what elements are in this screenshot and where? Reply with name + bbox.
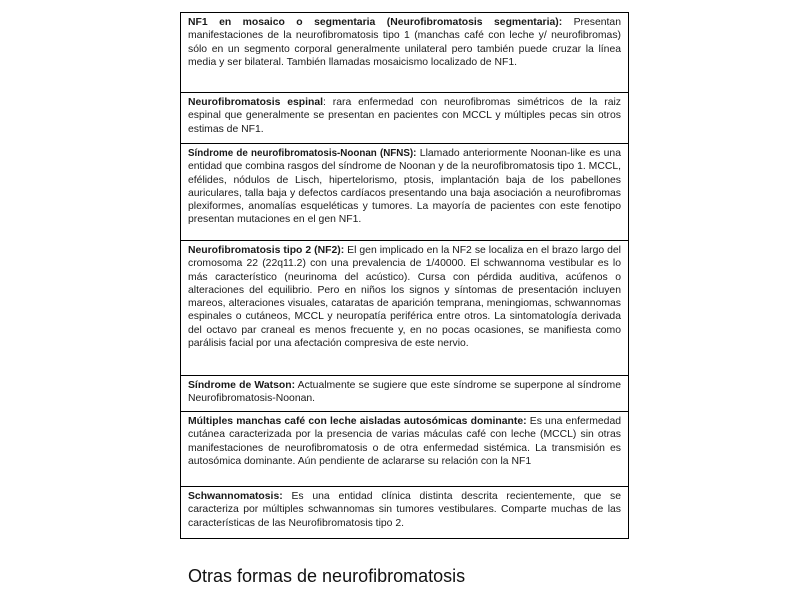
table-row-schwannomatosis (180, 487, 629, 539)
table-row-nfns (180, 144, 629, 241)
entry-description: : rara enfermedad con neurofibromas simétricos de la raiz espinal que generalmente se presentan en pacientes con MCCL y múltiples pecas sin otros estimas de NF1. (188, 97, 621, 135)
forms-table (180, 12, 629, 539)
entry-term: Schwannomatosis: (188, 491, 283, 502)
entry-description: Llamado anteriormente Noonan-like es una entidad que combina rasgos del síndrome de Noonan y de la neurofibromatosis tipo 1. MCCL, efélides, nódulos de Lisch, hipertelorismo, ptosis, implantación baja de los pabellones auriculares, talla baja y defectos cardíacos presentando una baja asociación a neurofibromas plexiformes, anomalías esqueléticas y tumores. La mayoría de pacientes con este fenotipo presentan mutaciones en el gen NF1. (188, 148, 621, 226)
table-row-watson (180, 376, 629, 412)
entry-term: Síndrome de neurofibromatosis-Noonan (NFNS): (188, 148, 417, 159)
entry-description: Es una enfermedad cutánea caracterizada por la presencia de varias máculas café con leche (MCCL) sin otras manifestaciones de neurofibromatosis o de otra enfermedad sistémica. La transmisión es autosómica dominante. Aún pendiente de aclararse su relación con la NF1 (188, 416, 622, 467)
entry-term: Síndrome de Watson: (188, 380, 296, 391)
table-row-mccl-dominante (180, 412, 629, 487)
entry-description: Presentan manifestaciones de la neurofibromatosis tipo 1 (manchas café con leche y/ neurofibromas) sólo en un segmento corporal generalmente unilateral pero también puede cruzar la línea media y ser bilateral. También llamadas mosaicismo localizado de NF1. (188, 17, 621, 68)
entry-description: El gen implicado en la NF2 se localiza en el brazo largo del cromosoma 22 (22q11.2) con una prevalencia de 1/40000. El schwannoma vestibular es lo más característico (neurinoma del acústico). Cursa con pérdida auditiva, acúfenos o alteraciones del equilibrio. Pero en niños los signos y síntomas de presentación incluyen mareos, alteraciones visuales, cataratas de aparición temprana, meningiomas, schwannomas espinales o cutáneos, MCCL y neuropatía periférica entre otros. La sintomatología derivada del octavo par craneal es menos frecuente y, en no pocas ocasiones, se manifiesta como parálisis facial por una afectación compresiva de este nervio. (188, 245, 621, 350)
slide-caption: Otras formas de neurofibromatosis (188, 566, 466, 586)
entry-term: Neurofibromatosis espinal (188, 97, 324, 108)
entry-term: Neurofibromatosis tipo 2 (NF2): (188, 245, 345, 256)
table-row-nf1-mosaico (180, 12, 629, 93)
entry-term: Múltiples manchas café con leche aisladas autosómicas dominante: (188, 416, 527, 427)
entry-term: NF1 en mosaico o segmentaria (Neurofibromatosis segmentaria): (188, 17, 563, 28)
table-row-nf2 (180, 241, 629, 376)
entry-description: Es una entidad clínica distinta descrita recientemente, que se caracteriza por múltiples schwannomas sin tumores vestibulares. Comparte muchas de las características de las Neurofibromatosis tipo 2. (188, 491, 621, 529)
entry-description: Actualmente se sugiere que este síndrome se superpone al síndrome Neurofibromatosis-Noonan. (188, 380, 621, 405)
table-row-nf-espinal (180, 93, 629, 144)
